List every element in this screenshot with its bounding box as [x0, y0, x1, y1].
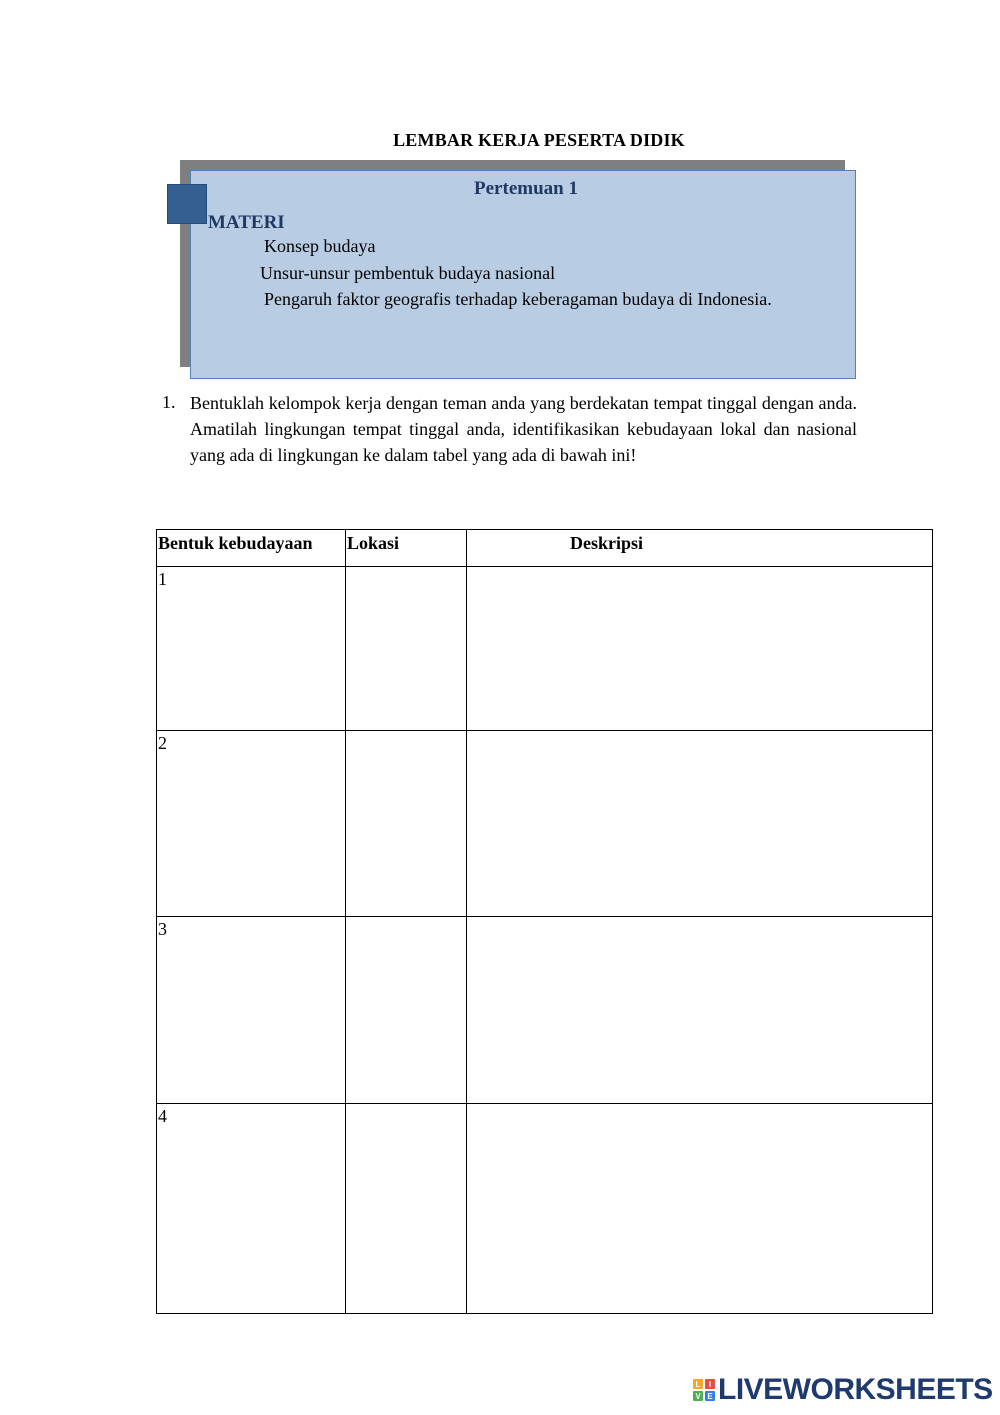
logo-letter: V — [693, 1391, 703, 1401]
brand-name: LIVEWORKSHEETS — [718, 1373, 993, 1406]
header-lokasi: Lokasi — [346, 530, 467, 567]
table-row — [157, 567, 933, 731]
materi-item: Konsep budaya — [264, 236, 376, 256]
cell-bentuk-kebudayaan[interactable]: 3 — [157, 917, 346, 1104]
liveworksheets-logo — [693, 1373, 993, 1407]
cell-bentuk-kebudayaan[interactable]: 2 — [157, 731, 346, 917]
logo-icon — [693, 1379, 715, 1401]
instruction-number: 1. — [162, 392, 176, 412]
materi-item: Pengaruh faktor geografis terhadap keberagaman budaya di Indonesia. — [264, 289, 772, 309]
cell-bentuk-kebudayaan[interactable]: 4 — [157, 1104, 346, 1314]
cell-lokasi[interactable] — [346, 917, 467, 1104]
materi-label: MATERI — [208, 212, 285, 233]
cell-deskripsi[interactable] — [467, 917, 933, 1104]
header-deskripsi: Deskripsi — [467, 530, 933, 567]
meeting-heading: Pertemuan 1 — [474, 178, 578, 199]
cell-bentuk-kebudayaan[interactable]: 1 — [157, 567, 346, 731]
page-title: LEMBAR KERJA PESERTA DIDIK — [393, 130, 685, 150]
cell-deskripsi[interactable] — [467, 731, 933, 917]
logo-letter: E — [705, 1391, 715, 1401]
table-row — [157, 1104, 933, 1314]
cell-lokasi[interactable] — [346, 731, 467, 917]
instruction-text: Bentuklah kelompok kerja dengan teman anda yang berdekatan tempat tinggal dengan anda. Amatilah lingkungan tempat tinggal anda, identifikasikan kebudayaan lokal dan nasional yang ada di lingkungan ke dalam tabel yang ada di bawah ini! — [190, 393, 857, 465]
cell-deskripsi[interactable] — [467, 567, 933, 731]
cell-deskripsi[interactable] — [467, 1104, 933, 1314]
materi-item: Unsur-unsur pembentuk budaya nasional — [260, 263, 556, 283]
logo-letter: L — [693, 1379, 703, 1389]
header-bentuk-kebudayaan: Bentuk kebudayaan — [157, 530, 346, 567]
cell-lokasi[interactable] — [346, 567, 467, 731]
worksheet-table — [156, 529, 933, 1314]
table-row — [157, 731, 933, 917]
table-row — [157, 917, 933, 1104]
cell-lokasi[interactable] — [346, 1104, 467, 1314]
table-header-row — [157, 530, 933, 567]
logo-letter: I — [705, 1379, 715, 1389]
